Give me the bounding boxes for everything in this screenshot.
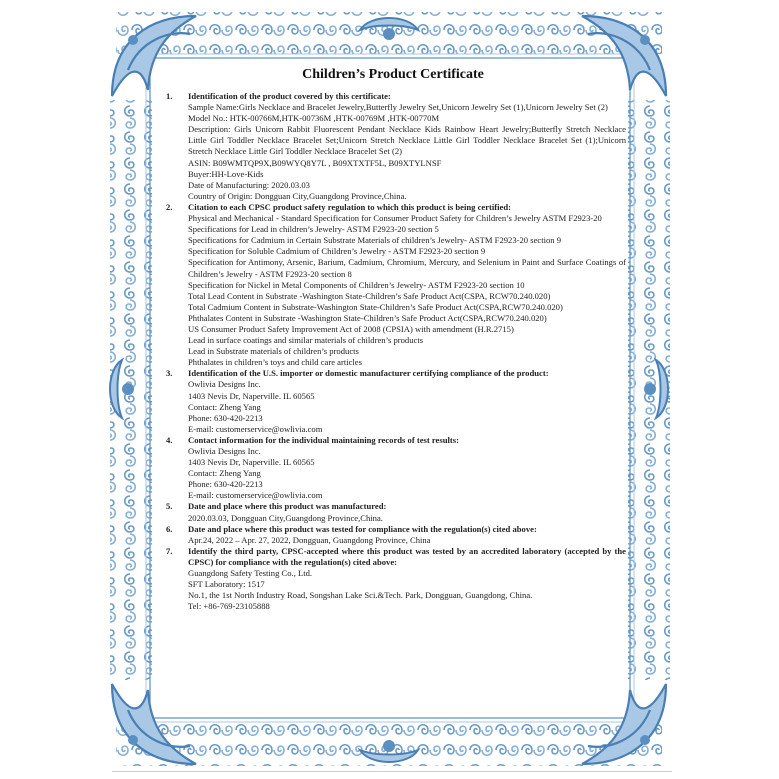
section-line: No.1, the 1st North Industry Road, Songshan Lake Sci.&Tech. Park, Dongguan, Guangdong, China. — [188, 590, 533, 601]
certificate-sections — [160, 91, 626, 612]
section-number: 1. — [166, 91, 173, 101]
section-line: Contact: Zheng Yang — [188, 401, 261, 412]
section-body — [188, 501, 626, 523]
section-line: Description: Girls Unicorn Rabbit Fluorescent Pendant Necklace Kids Rainbow Heart Jewelry;Butterfly Stretch Necklace Little Girl Toddler Necklace Bracelet Set;Unicorn Stretch Necklace Little Girl Toddler Necklace Bracelet Set (1);Unicorn Stretch Necklace Little Girl Toddler Necklace Bracelet Set (2) — [188, 124, 626, 157]
section-line: Total Lead Content in Substrate -Washington State-Children’s Safe Product Act(CSPA, RCW70.240.020) — [188, 290, 551, 301]
section-body — [188, 91, 626, 202]
section-line: Guangdong Safety Testing Co., Ltd. — [188, 568, 313, 579]
section-line: Contact: Zheng Yang — [188, 468, 261, 479]
section-line: E-mail: customerservice@owlivia.com — [188, 423, 323, 434]
section-heading: Date and place where this product was manufactured: — [188, 501, 387, 512]
section-heading: Contact information for the individual maintaining records of test results: — [188, 434, 459, 445]
section-body — [188, 435, 626, 502]
section-body — [188, 524, 626, 546]
section-line: 1403 Nevis Dr, Naperville. IL 60565 — [188, 390, 315, 401]
bottom-divider — [112, 771, 672, 772]
section-body — [188, 546, 626, 613]
section-line: Specification for Nickel in Metal Components of Children’s Jewelry- ASTM F2923-20 section 10 — [188, 279, 525, 290]
certificate-section-6 — [160, 524, 626, 546]
section-line: Phone: 630-420-2213 — [188, 412, 263, 423]
section-heading: Identification of the U.S. importer or domestic manufacturer certifying compliance of the product: — [188, 368, 549, 379]
section-line: US Consumer Product Safety Improvement Act of 2008 (CPSIA) with amendment (H.R.2715) — [188, 323, 514, 334]
section-line: E-mail: customerservice@owlivia.com — [188, 490, 323, 501]
section-heading: Date and place where this product was tested for compliance with the regulation(s) cited above: — [188, 523, 537, 534]
certificate-section-5 — [160, 501, 626, 523]
section-heading: Citation to each CPSC product safety regulation to which this product is being certified: — [188, 201, 511, 212]
section-line: Model No.: HTK-00766M,HTK-00736M ,HTK-00769M ,HTK-00770M — [188, 113, 440, 124]
section-line: Phone: 630-420-2213 — [188, 479, 263, 490]
section-heading: Identification of the product covered by this certificate: — [188, 91, 391, 101]
section-line: 1403 Nevis Dr, Naperville. IL 60565 — [188, 457, 315, 468]
section-number: 4. — [166, 434, 173, 445]
section-number: 6. — [166, 523, 173, 534]
certificate-section-1 — [160, 91, 626, 202]
section-line: Country of Origin: Dongguan City,Guangdong Province,China. — [188, 190, 407, 201]
section-number: 7. — [166, 545, 173, 556]
section-line: Buyer:HH-Love-Kids — [188, 168, 264, 179]
certificate-section-2 — [160, 202, 626, 368]
section-line: Specifications for Cadmium in Certain Substrate Materials of children’s Jewelry- ASTM F2923-20 section 9 — [188, 235, 562, 246]
section-number: 2. — [166, 201, 173, 212]
certificate-section-4 — [160, 435, 626, 502]
section-number: 5. — [166, 501, 173, 512]
section-line: Owlivia Designs Inc. — [188, 446, 261, 456]
section-heading: Identify the third party, CPSC-accepted where this product was tested by an accredited laboratory (accepted by the CPSC) for compliance with the regulation(s) cited above: — [188, 545, 626, 567]
section-line: Lead in Substrate materials of children’s products — [188, 346, 359, 357]
certificate-section-3 — [160, 368, 626, 435]
certificate-title: Children’s Product Certificate — [302, 67, 484, 82]
section-body — [188, 202, 626, 368]
section-line: Specification for Soluble Cadmium of Children’s Jewelry - ASTM F2923-20 section 9 — [188, 246, 486, 257]
section-line: Specifications for Lead in children’s Jewelry- ASTM F2923-20 section 5 — [188, 224, 439, 235]
section-line: ASIN: B09WMTQP9X,B09WYQ8Y7L , B09XTXTF5L, B09XTYLNSF — [188, 157, 442, 168]
section-line: Specification for Antimony, Arsenic, Barium, Cadmium, Chromium, Mercury, and Selenium in Paint and Surface Coatings of Children’s Jewelry - ASTM F2923-20 section 8 — [188, 257, 626, 279]
section-line: Total Cadmium Content in Substrate-Washington State-Children’s Safe Product Act(CSPA,RCW70.240.020) — [188, 301, 563, 312]
section-line: 2020.03.03, Dongguan City,Guangdong Province,China. — [188, 512, 383, 523]
section-line: Date of Manufacturing: 2020.03.03 — [188, 179, 310, 190]
section-line: Tel: +86-769-23105888 — [188, 601, 270, 612]
certificate-section-7 — [160, 546, 626, 613]
section-line: Sample Name:Girls Necklace and Bracelet Jewelry,Butterfly Jewelry Set,Unicorn Jewelry Set (1),Unicorn Jewelry Set (2) — [188, 102, 608, 113]
section-line: Phthalates Content in Substrate -Washington State-Children’s Safe Product Act(CSPA,RCW70.240.020) — [188, 312, 547, 323]
section-line: Lead in surface coatings and similar materials of children’s products — [188, 335, 424, 346]
section-line: Apr.24, 2022 – Apr. 27, 2022, Dongguan, Guangdong Province, China — [188, 534, 431, 545]
section-line: Phthalates in children’s toys and child care articles — [188, 357, 362, 368]
section-line: Physical and Mechanical - Standard Specification for Consumer Product Safety for Children’s Jewelry ASTM F2923-20 — [188, 213, 602, 224]
section-line: Owlivia Designs Inc. — [188, 379, 261, 390]
certificate-body — [160, 64, 626, 612]
section-body — [188, 368, 626, 435]
section-number: 3. — [166, 368, 173, 379]
section-line: SFT Laboratory: 1517 — [188, 579, 265, 590]
